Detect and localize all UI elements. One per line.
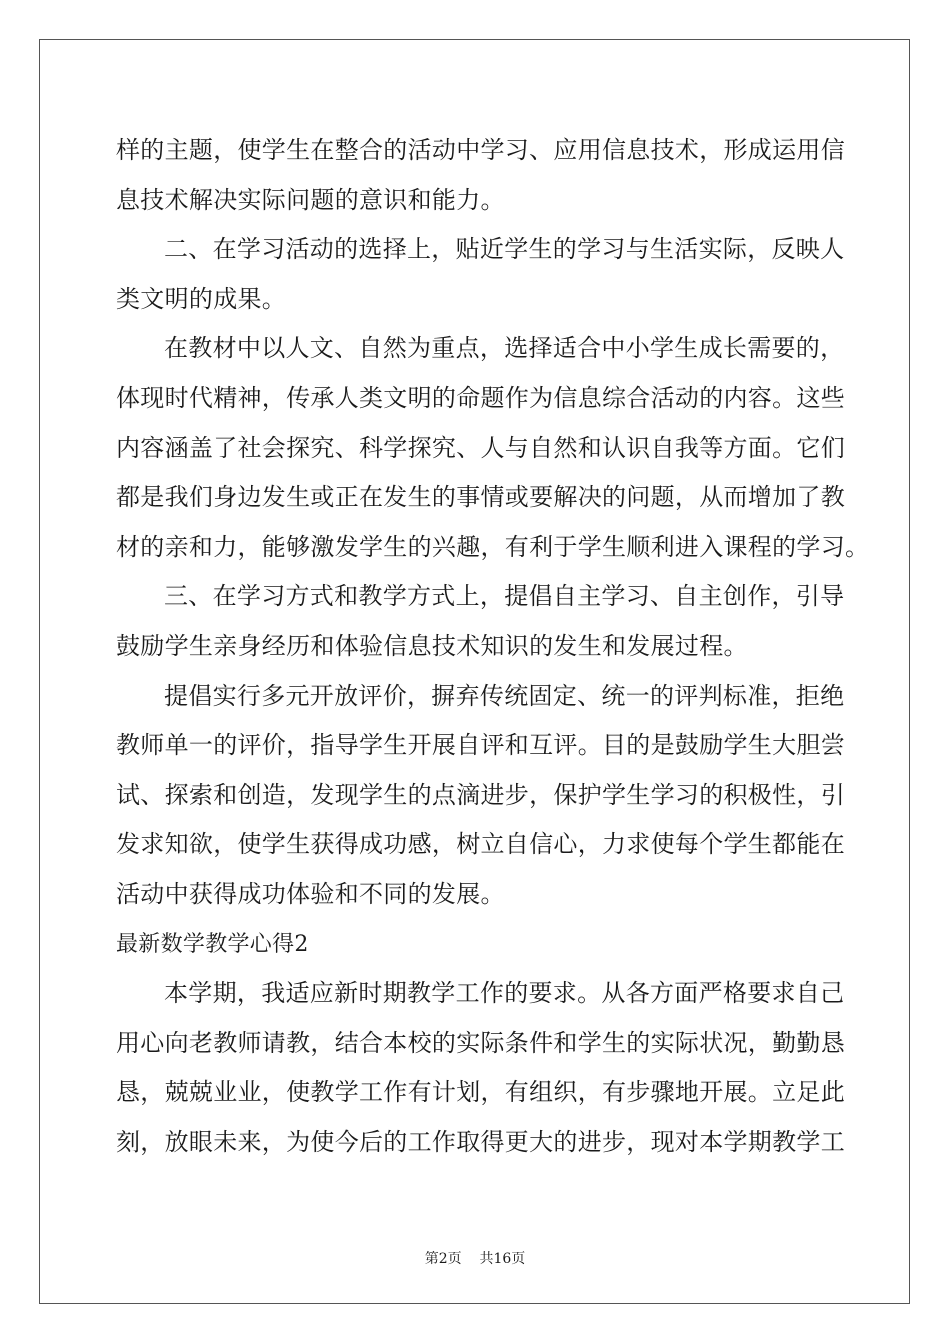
text-line: 体现时代精神，传承人类文明的命题作为信息综合活动的内容。这些: [116, 383, 845, 412]
page-total: 共16页: [479, 1251, 526, 1267]
text-line: 用心向老教师请教，结合本校的实际条件和学生的实际状况，勤勤恳: [116, 1028, 845, 1057]
text-line: 内容涵盖了社会探究、科学探究、人与自然和认识自我等方面。它们: [116, 433, 845, 462]
text-line: 提倡实行多元开放评价，摒弃传统固定、统一的评判标准，拒绝: [164, 681, 845, 710]
document-body: [116, 126, 870, 1167]
text-line: 息技术解决实际问题的意识和能力。: [116, 185, 505, 214]
page-number: 第2页: [424, 1251, 462, 1267]
text-line: 恳，兢兢业业，使教学工作有计划，有组织，有步骤地开展。立足此: [116, 1078, 845, 1107]
text-line: 鼓励学生亲身经历和体验信息技术知识的发生和发展过程。: [116, 631, 748, 660]
page-footer: [0, 1248, 950, 1268]
text-line: 三、在学习方式和教学方式上，提倡自主学习、自主创作，引导: [164, 582, 845, 611]
text-line: 在教材中以人文、自然为重点，选择适合中小学生成长需要的，: [164, 334, 845, 363]
text-line: 都是我们身边发生或正在发生的事情或要解决的问题，从而增加了教: [116, 483, 845, 512]
text-line: 教师单一的评价，指导学生开展自评和互评。目的是鼓励学生大胆尝: [116, 731, 845, 760]
text-line: 试、探索和创造，发现学生的点滴进步，保护学生学习的积极性，引: [116, 780, 845, 809]
text-line: 类文明的成果。: [116, 284, 287, 313]
footer-spacer: [462, 1251, 480, 1267]
text-line: 材的亲和力，能够激发学生的兴趣，有利于学生顺利进入课程的学习。: [116, 532, 870, 561]
text-line: 二、在学习活动的选择上，贴近学生的学习与生活实际，反映人: [164, 235, 845, 264]
text-line: 本学期，我适应新时期教学工作的要求。从各方面严格要求自己: [164, 979, 845, 1008]
text-line: 刻，放眼未来，为使今后的工作取得更大的进步，现对本学期教学工: [116, 1127, 845, 1156]
text-line: 样的主题，使学生在整合的活动中学习、应用信息技术，形成运用信: [116, 136, 845, 164]
text-line: 活动中获得成功体验和不同的发展。: [116, 879, 505, 908]
text-line: 发求知欲，使学生获得成功感，树立自信心，力求使每个学生都能在: [116, 830, 845, 859]
section-heading: 最新数学教学心得2: [116, 931, 309, 957]
